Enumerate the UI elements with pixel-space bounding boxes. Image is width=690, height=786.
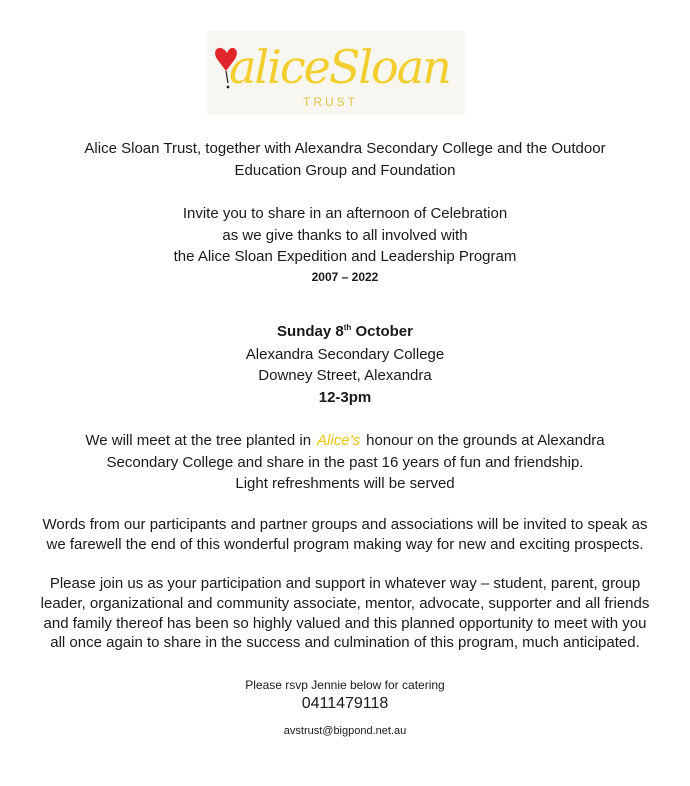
join-line-2: leader, organizational and community associate, mentor, advocate, supporter and all friends [40,595,650,612]
meet-pre: We will meet at the tree planted in [85,432,312,449]
meet-line-3: Light refreshments will be served [235,475,455,492]
event-day: Sunday 8 [277,323,344,340]
logo-subtext: TRUST [303,95,358,109]
rsvp-text: Please rsvp Jennie below for catering [245,678,445,692]
event-address: Downey Street, Alexandra [258,367,432,384]
join-line-1: Please join us as your participation and support in whatever way – student, parent, group [49,575,641,592]
join-line-3: and family thereof has been so highly valued and this planned opportunity to meet with you [43,615,647,632]
alice-sloan-trust-logo [207,31,465,115]
alice-highlight: Alice’s [317,432,361,449]
program-years: 2007 – 2022 [311,270,379,284]
rsvp-email[interactable]: avstrust@bigpond.net.au [283,725,407,737]
invite-line-3: the Alice Sloan Expedition and Leadership Program [173,248,517,265]
invite-line-1: Invite you to share in an afternoon of Celebration [182,205,508,222]
words-line-1: Words from our participants and partner groups and associations will be invited to speak as [42,516,648,533]
meet-line-1 [0,431,690,451]
words-line-2: we farewell the end of this wonderful program making way for new and exciting prospects. [46,536,644,553]
event-day-suffix: th [343,323,352,332]
join-line-4: all once again to share in the success and culmination of this program, much anticipated. [50,634,640,651]
event-time: 12-3pm [318,389,372,406]
event-date [0,322,690,342]
invite-line-2: as we give thanks to all involved with [222,227,468,244]
rsvp-phone: 0411479118 [301,695,389,712]
logo-script-text: aliceSloan [229,40,450,94]
event-venue: Alexandra Secondary College [245,346,445,363]
intro-line-2: Education Group and Foundation [234,162,456,179]
meet-post: honour on the grounds at Alexandra [366,432,605,449]
intro-line-1: Alice Sloan Trust, together with Alexandra Secondary College and the Outdoor [84,140,606,157]
event-month: October [351,323,413,340]
meet-line-2: Secondary College and share in the past 16 years of fun and friendship. [106,454,584,471]
